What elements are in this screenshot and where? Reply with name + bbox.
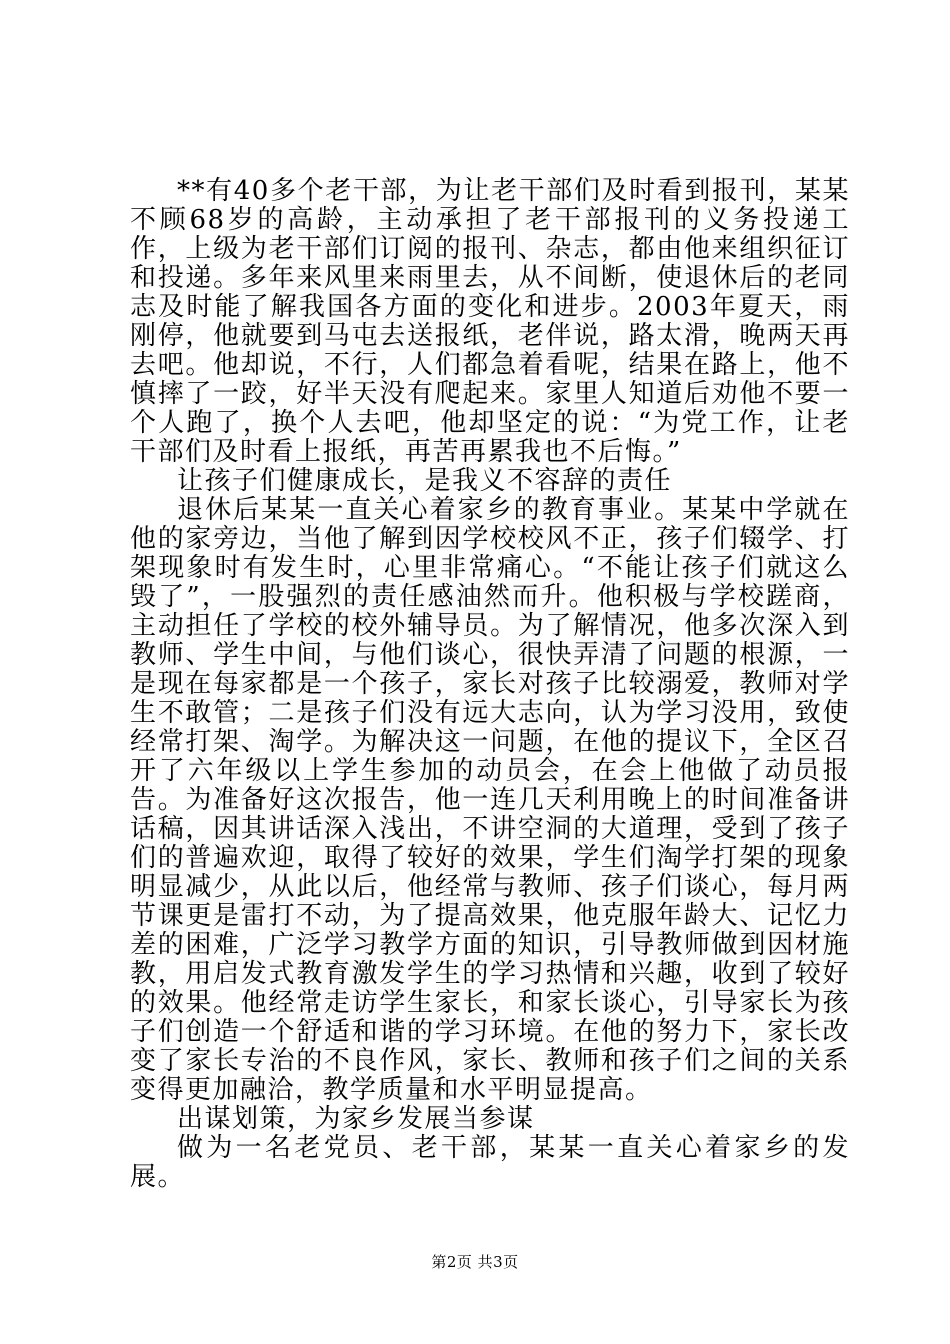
page-number-footer: 第2页 共3页: [431, 1253, 519, 1271]
paragraph-education: 退休后某某一直关心着家乡的教育事业。某某中学就在他的家旁边，当他了解到因学校校风不正，孩子们辍学、打架现象时有发生时，心里非常痛心。“不能让孩子们就这么毁了”，一股强烈的责任感油然而升。他积极与学校蹉商，主动担任了学校的校外辅导员。为了解情况，他多次深入到教师、学生中间，与他们谈心，很快弄清了问题的根源，一是现在每家都是一个孩子，家长对孩子比较溺爱，教师对学生不敢管；二是孩子们没有远大志向，认为学习没用，致使经常打架、淘学。为解决这一问题，在他的提议下，全区召开了六年级以上学生参加的动员会，在会上他做了动员报告。为准备好这次报告，他一连几天利用晚上的时间准备讲话稿，因其讲话深入浅出，不讲空洞的大道理，受到了孩子们的普遍欢迎，取得了较好的效果，学生们淘学打架的现象明显减少，从此以后，他经常与教师、孩子们谈心，每月两节课更是雷打不动，为了提高效果，他克服年龄大、记忆力差的困难，广泛学习教学方面的知识，引导教师做到因材施教，用启发式教育激发学生的学习热情和兴趣，收到了较好的效果。他经常走访学生家长，和家长谈心，引导家长为孩子们创造一个舒适和谐的学习环境。在他的努力下，家长改变了家长专治的不良作风，家长、教师和孩子们之间的关系变得更加融洽，教学质量和水平明显提高。: [130, 495, 850, 1105]
paragraph-newspaper-delivery: **有40多个老干部，为让老干部们及时看到报刊，某某不顾68岁的高龄，主动承担了老干部报刊的义务投递工作，上级为老干部们订阅的报刊、杂志，都由他来组织征订和投递。多年来风里来雨里去，从不间断，使退休后的老同志及时能了解我国各方面的变化和进步。2003年夏天，雨刚停，他就要到马屯去送报纸，老伴说，路太滑，晚两天再去吧。他却说，不行，人们都急着看呢，结果在路上，他不慎摔了一跤，好半天没有爬起来。家里人知道后劝他不要一个人跑了，换个人去吧，他却坚定的说：“为党工作，让老干部们及时看上报纸，再苦再累我也不后悔。”: [130, 176, 850, 467]
section-heading-development: 出谋划策，为家乡发展当参谋: [177, 1104, 535, 1134]
paragraph-development: 做为一名老党员、老干部，某某一直关心着家乡的发展。: [130, 1133, 850, 1192]
document-body: [130, 177, 850, 1192]
section-heading-education: 让孩子们健康成长，是我义不容辞的责任: [177, 466, 673, 496]
